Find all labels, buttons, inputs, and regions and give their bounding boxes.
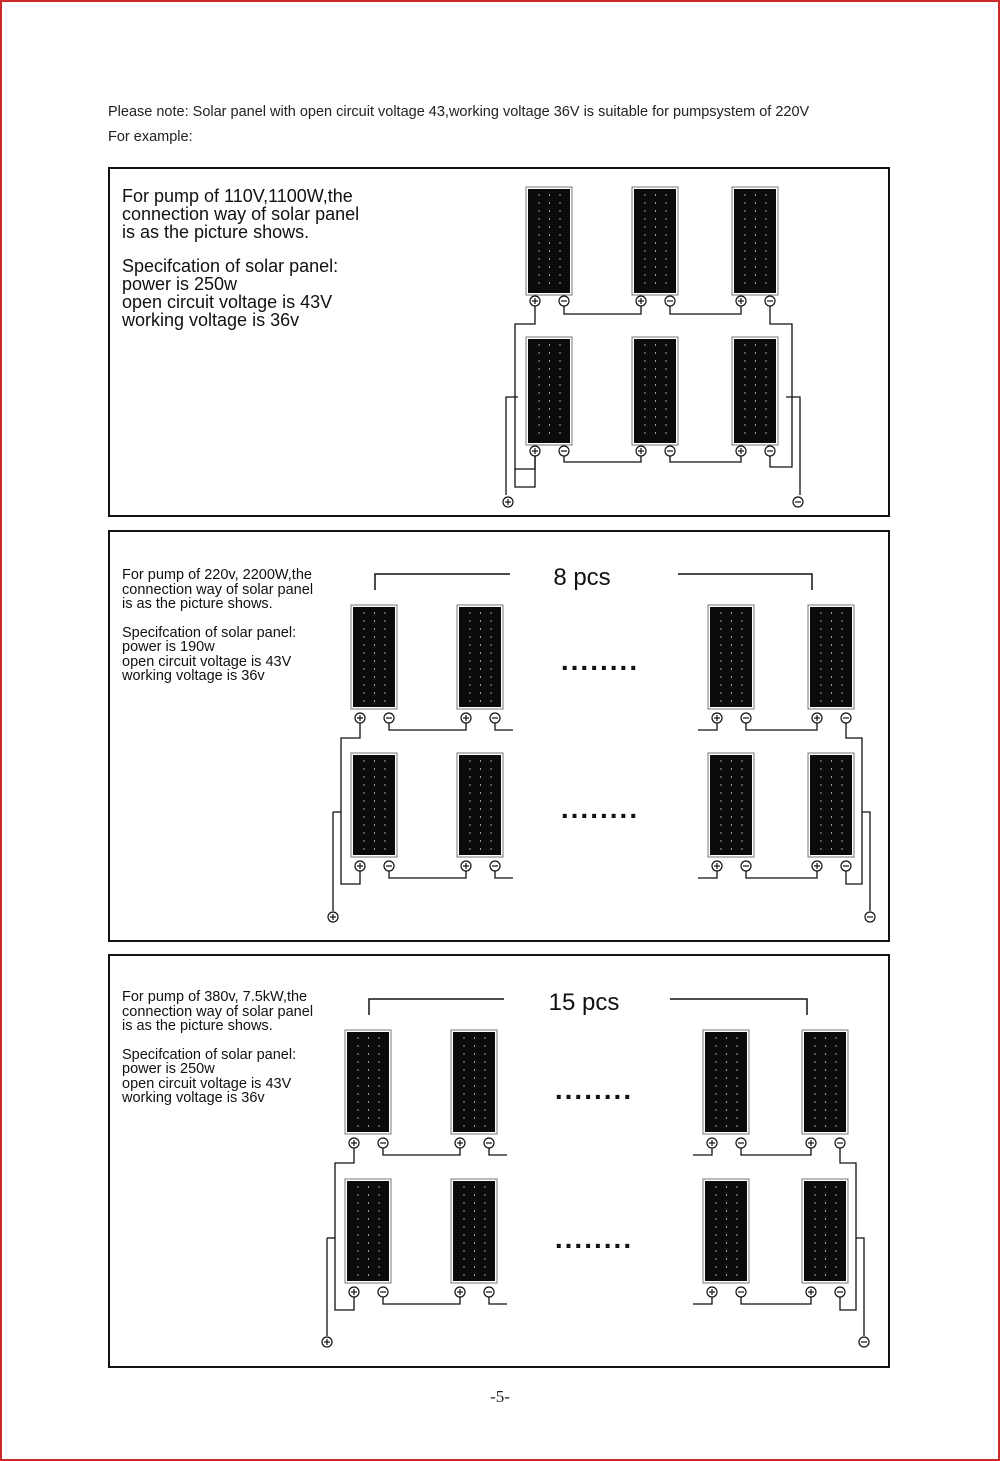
connection-wire	[495, 723, 513, 730]
example-2-spec-line: power is 190w	[122, 639, 215, 655]
connection-wire	[856, 1238, 864, 1336]
example-1-spec-line: power is 250w	[122, 274, 238, 294]
example-3-spec-line: power is 250w	[122, 1061, 215, 1077]
example-3-intro-line: For pump of 380v, 7.5kW,the	[122, 989, 308, 1005]
row-1-ellipsis: ........	[554, 1074, 634, 1105]
solar-panel	[804, 1181, 846, 1281]
solar-panel	[528, 339, 570, 443]
solar-panel	[710, 607, 752, 707]
solar-panel	[810, 755, 852, 855]
example-1-intro-line: For pump of 110V,1100W,the	[122, 186, 353, 206]
example-1-spec-line: working voltage is 36v	[122, 310, 300, 330]
solar-panel	[528, 189, 570, 293]
solar-panel	[347, 1032, 389, 1132]
solar-panel	[634, 189, 676, 293]
connection-wire	[698, 723, 717, 730]
example-2-intro-line: is as the picture shows.	[122, 596, 273, 612]
wiring-diagram-2	[110, 532, 890, 940]
connection-wire	[670, 456, 741, 462]
panel-count-bracket	[375, 574, 510, 590]
solar-panel	[710, 755, 752, 855]
connection-wire	[746, 723, 817, 730]
connection-wire	[383, 1297, 460, 1304]
wiring-diagram-1	[110, 169, 890, 515]
note-line-2: For example:	[108, 129, 193, 145]
row-2-ellipsis: ........	[554, 1223, 634, 1254]
example-box-2	[108, 530, 890, 942]
connection-wire	[383, 1148, 460, 1155]
example-2-spec-line: working voltage is 36v	[122, 668, 265, 684]
solar-panel	[453, 1181, 495, 1281]
example-2-intro-line: connection way of solar panel	[122, 581, 314, 598]
wiring-diagram-3	[110, 956, 890, 1366]
solar-panel	[705, 1032, 747, 1132]
connection-wire	[515, 456, 535, 469]
note-line-1: Please note: Solar panel with open circuit voltage 43,working voltage 36V is suitable for pumpsystem of 220V	[108, 104, 810, 120]
row-2-ellipsis: ........	[560, 793, 640, 824]
connection-wire	[489, 1148, 507, 1155]
panel-count-label: 15 pcs	[548, 989, 620, 1016]
solar-panel	[353, 755, 395, 855]
example-box-1	[108, 167, 890, 517]
example-3-spec-line: open circuit voltage is 43V	[122, 1075, 292, 1092]
solar-panel	[347, 1181, 389, 1281]
panel-count-label: 8 pcs	[553, 564, 611, 591]
solar-panel	[634, 339, 676, 443]
panel-count-bracket	[678, 574, 812, 590]
connection-wire	[741, 1148, 811, 1155]
connection-wire	[862, 812, 870, 911]
connection-wire	[693, 1297, 712, 1304]
example-1-spec-line: open circuit voltage is 43V	[122, 292, 333, 312]
solar-panel	[734, 339, 776, 443]
connection-wire	[389, 723, 466, 730]
panel-count-bracket	[369, 999, 504, 1015]
connection-wire	[670, 306, 741, 314]
solar-panel	[705, 1181, 747, 1281]
solar-panel	[810, 607, 852, 707]
example-2-intro-line: For pump of 220v, 2200W,the	[122, 567, 312, 583]
example-1-intro-line: connection way of solar panel	[122, 204, 360, 224]
example-2-spec-line: Specifcation of solar panel:	[122, 624, 297, 641]
row-1-ellipsis: ........	[560, 645, 640, 676]
connection-wire	[746, 871, 817, 878]
example-1-spec-line: Specifcation of solar panel:	[122, 256, 339, 276]
example-3-intro-line: connection way of solar panel	[122, 1003, 314, 1020]
solar-panel	[734, 189, 776, 293]
connection-wire	[495, 871, 513, 878]
connection-wire	[741, 1297, 811, 1304]
connection-wire	[506, 397, 518, 495]
solar-panel	[459, 607, 501, 707]
solar-panel	[804, 1032, 846, 1132]
page-number: -5-	[490, 1387, 510, 1406]
example-2-spec-line: open circuit voltage is 43V	[122, 653, 292, 670]
connection-wire	[698, 871, 717, 878]
solar-panel	[453, 1032, 495, 1132]
example-3-intro-line: is as the picture shows.	[122, 1018, 273, 1034]
connection-wire	[489, 1297, 507, 1304]
connection-wire	[693, 1148, 712, 1155]
solar-panel	[353, 607, 395, 707]
example-box-3	[108, 954, 890, 1368]
example-3-spec-line: working voltage is 36v	[122, 1090, 265, 1106]
connection-wire	[389, 871, 466, 878]
solar-panel	[459, 755, 501, 855]
connection-wire	[564, 306, 641, 314]
example-1-intro-line: is as the picture shows.	[122, 222, 310, 242]
panel-count-bracket	[670, 999, 807, 1015]
example-3-spec-line: Specifcation of solar panel:	[122, 1046, 297, 1063]
connection-wire	[786, 397, 800, 495]
connection-wire	[564, 456, 641, 462]
